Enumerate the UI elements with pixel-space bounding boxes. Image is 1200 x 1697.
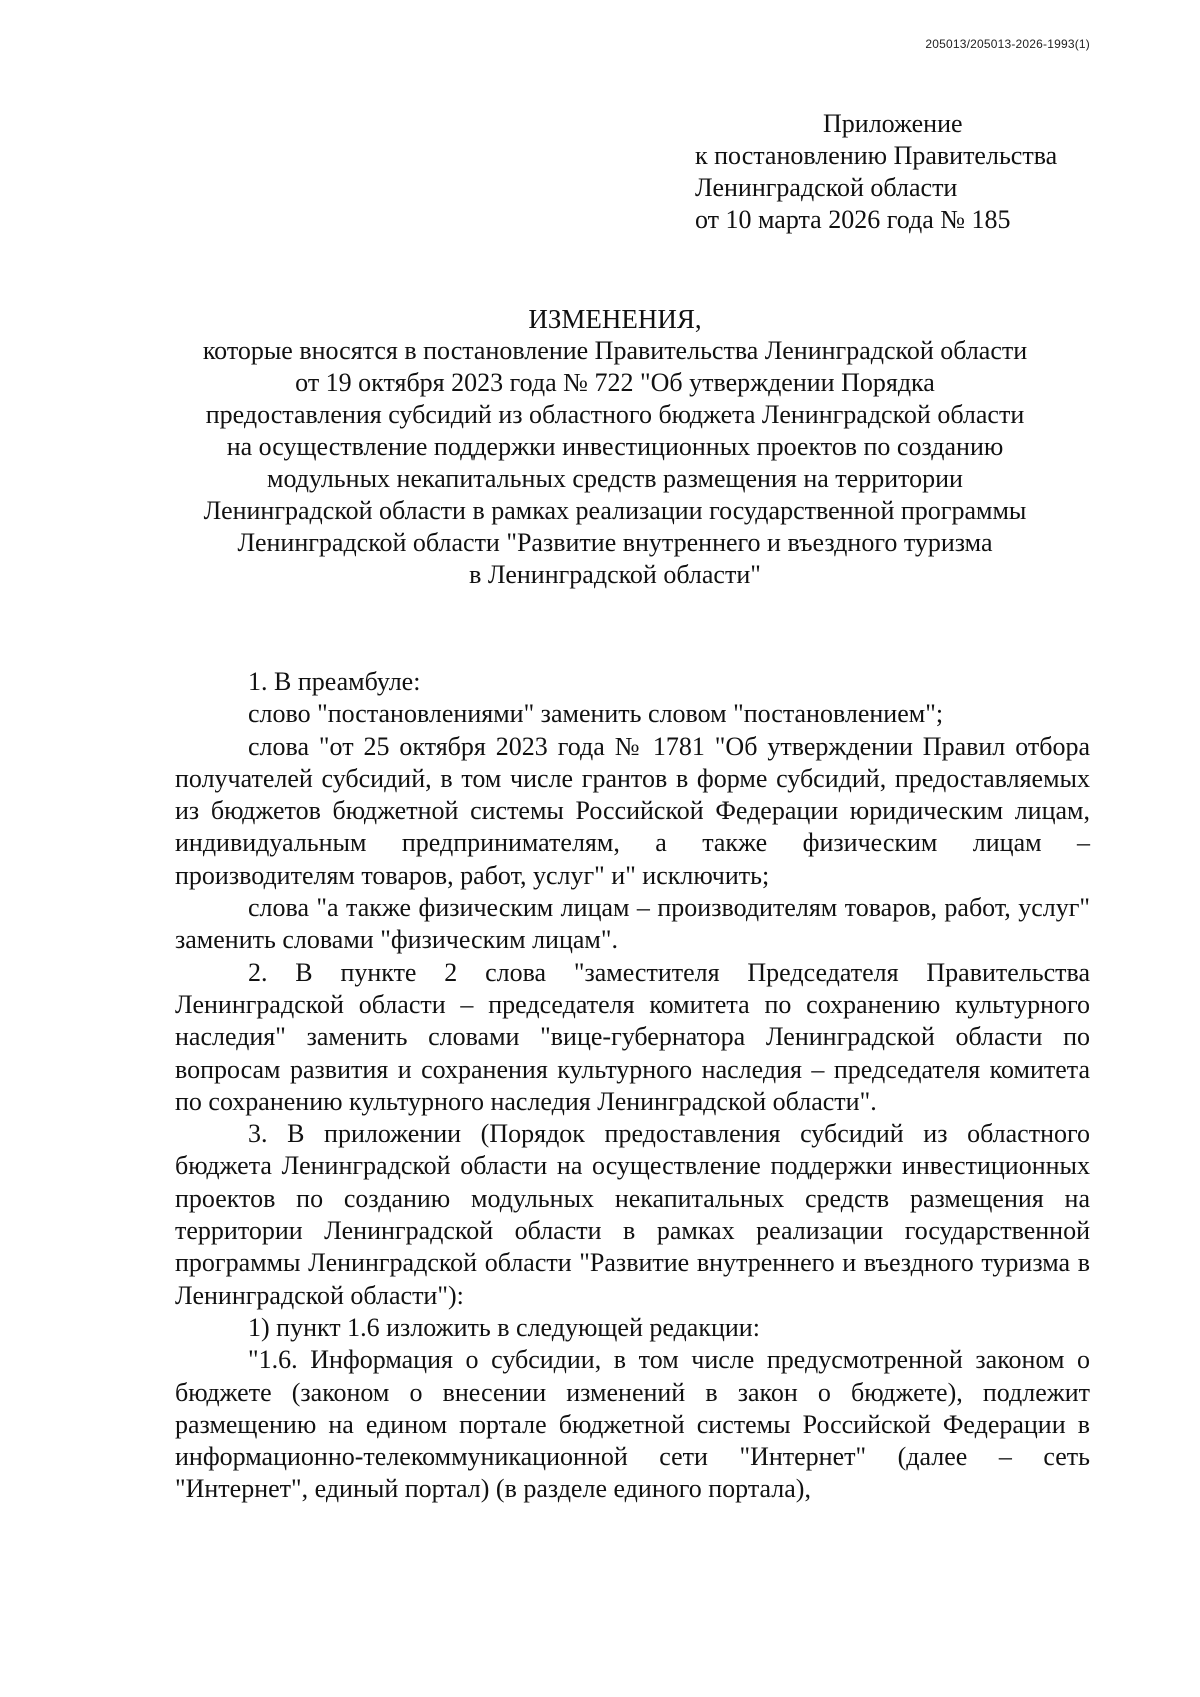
title-line: предоставления субсидий из областного бюджета Ленинградской области [205,400,1025,429]
document-body [175,666,1090,1506]
appendix-line: Ленинградской области [695,173,958,202]
paragraph: 3. В приложении (Порядок предоставления субсидий из областного бюджета Ленинградской области на осуществление поддержки инвестиционных проектов по созданию модульных некапитальных средств размещения на территории Ленинградской области в рамках реализации государственной программы Ленинградской области "Развитие внутреннего и въездного туризма в Ленинградской области"): [175,1119,1090,1310]
appendix-header [695,108,1135,236]
paragraph: слово "постановлениями" заменить словом "постановлением"; [248,699,944,729]
paragraph: слова "а также физическим лицам – производителям товаров, работ, услуг" заменить словами "физическим лицам". [175,893,1090,955]
title-line: Ленинградской области "Развитие внутреннего и въездного туризма [237,528,993,557]
title-line: от 19 октября 2023 года № 722 "Об утверждении Порядка [295,368,935,397]
paragraph: 1. В преамбуле: [248,667,421,696]
paragraph: 2. В пункте 2 слова "заместителя Председателя Правительства Ленинградской области – председателя комитета по сохранению культурного наследия" заменить словами "вице-губернатора Ленинградской области по вопросам развития и сохранения культурного наследия – председателя комитета по сохранению культурного наследия Ленинградской области". [175,957,1090,1116]
document-id: 205013/205013-2026-1993(1) [925,37,1090,51]
title-line: модульных некапитальных средств размещения на территории [267,464,963,493]
document-title [150,303,1080,591]
appendix-line: к постановлению Правительства [695,141,1058,170]
paragraph: 1) пункт 1.6 изложить в следующей редакции: [248,1312,760,1342]
title-line: на осуществление поддержки инвестиционных проектов по созданию [226,432,1004,461]
title-line: в Ленинградской области" [469,560,761,589]
appendix-line: Приложение [823,109,963,138]
title-line: Ленинградской области в рамках реализации государственной программы [203,496,1027,525]
paragraph: слова "от 25 октября 2023 года № 1781 "Об утверждении Правил отбора получателей субсидий, в том числе грантов в форме субсидий, предоставляемых из бюджетов бюджетной системы Российской Федерации юридическим лицам, индивидуальным предпринимателям, а также физическим лицам – производителям товаров, работ, услуг" и" исключить; [175,731,1090,890]
paragraph: "1.6. Информация о субсидии, в том числе предусмотренной законом о бюджете (законом о внесении изменений в закон о бюджете), подлежит размещению на едином портале бюджетной системы Российской Федерации в информационно-телекоммуникационной сети "Интернет" (далее – сеть "Интернет", единый портал) (в разделе единого портала), [175,1345,1090,1504]
title-line: которые вносятся в постановление Правительства Ленинградской области [202,336,1028,365]
appendix-line: от 10 марта 2026 года № 185 [695,205,1011,234]
title-heading: ИЗМЕНЕНИЯ, [528,304,702,334]
